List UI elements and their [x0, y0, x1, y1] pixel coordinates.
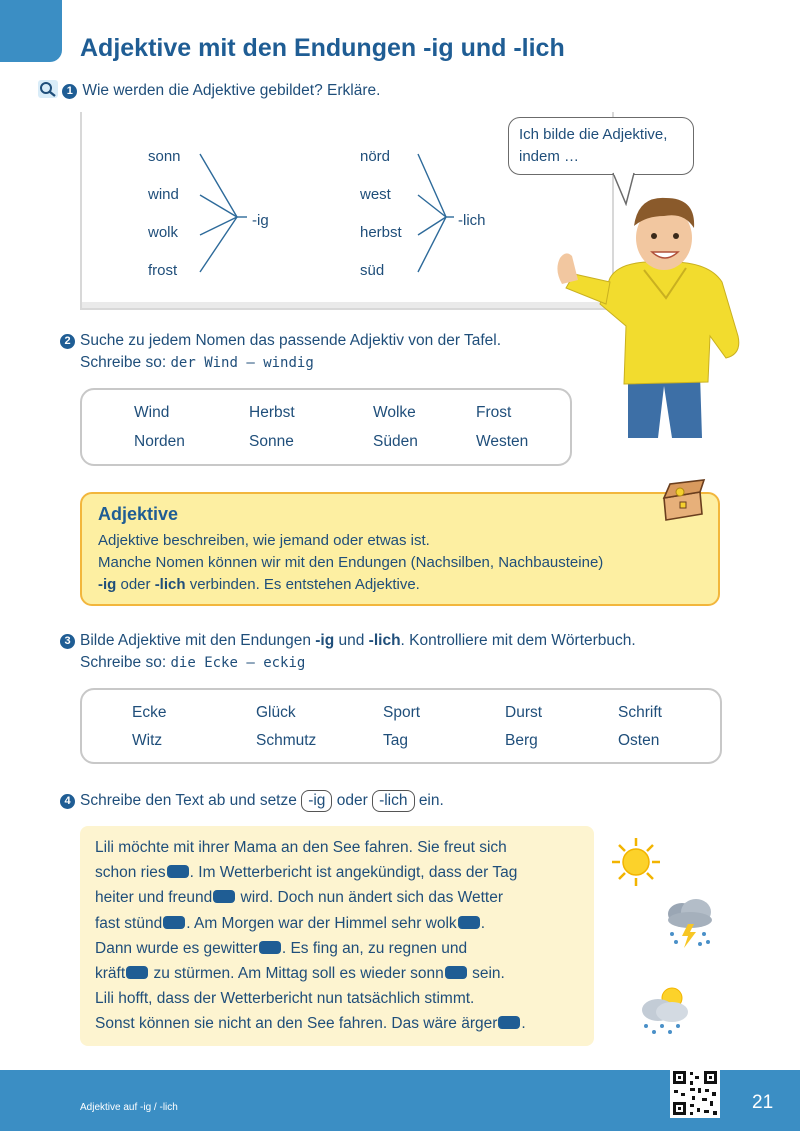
text-part: . Am Morgen war der Himmel sehr wolk — [186, 914, 457, 932]
noun-word: Norden — [134, 433, 185, 450]
info-text: oder — [116, 576, 155, 593]
suffix-ig: -ig — [252, 212, 269, 229]
noun-word: Osten — [618, 732, 660, 749]
suffix-lich: -lich — [368, 632, 401, 649]
example-text: die Ecke – eckig — [170, 655, 306, 671]
suffix-lich-pill: -lich — [372, 790, 414, 812]
text-line — [95, 835, 526, 860]
text-line — [95, 1011, 526, 1036]
suffix-ig: -ig — [98, 576, 117, 593]
info-box — [80, 492, 720, 606]
task-number: 1 — [62, 84, 77, 99]
word-stem: wind — [148, 186, 179, 203]
task-4-instruction — [60, 790, 444, 812]
example-prefix: Schreibe so: — [80, 354, 167, 371]
page-number: 21 — [752, 1092, 774, 1113]
text-part: . Es fing an, zu regnen und — [281, 939, 468, 957]
task-text: Suche zu jedem Nomen das passende Adjektiv von der Tafel. — [80, 332, 502, 349]
noun-word: Schmutz — [256, 732, 317, 749]
noun-word: Sport — [383, 704, 421, 721]
word-stem: nörd — [360, 148, 391, 165]
magnifier-icon — [38, 80, 58, 98]
noun-word: Süden — [373, 433, 418, 450]
qr-code-icon[interactable] — [670, 1068, 720, 1118]
text-part: . — [521, 1015, 526, 1033]
text-part: kräft — [95, 965, 126, 983]
task-2-instruction — [60, 332, 501, 350]
blank-gap — [213, 890, 235, 903]
noun-word: Sonne — [249, 433, 294, 450]
info-text: verbinden. Es entstehen Adjektive. — [185, 576, 420, 593]
word-stem: west — [360, 186, 391, 203]
corner-tab — [0, 0, 62, 62]
sun-icon — [610, 836, 662, 888]
info-line: Adjektive beschreiben, wie jemand oder etwas ist. — [98, 532, 430, 549]
noun-word: Glück — [256, 704, 296, 721]
blank-gap — [498, 1016, 520, 1029]
speech-bubble — [508, 117, 694, 175]
task-text: . Kontrolliere mit dem Wörterbuch. — [400, 632, 636, 649]
text-line — [95, 911, 526, 936]
word-stem: wolk — [148, 224, 179, 241]
noun-word: Frost — [476, 404, 512, 421]
task-text: Schreibe den Text ab und setze — [80, 792, 297, 809]
word-stem: süd — [360, 262, 385, 279]
word-stem: frost — [148, 262, 178, 279]
example-text: der Wind – windig — [170, 355, 314, 371]
word-stem: sonn — [148, 148, 181, 165]
bubble-line: Ich bilde die Adjektive, — [519, 126, 668, 143]
text-line — [95, 860, 526, 885]
task-number: 4 — [60, 794, 75, 809]
thunderstorm-icon — [660, 894, 718, 952]
text-part: . Im Wetterbericht ist angekündigt, dass der Tag — [189, 864, 518, 882]
text-part: Lili möchte mit ihrer Mama an den See fahren. Sie freut sich — [95, 839, 507, 856]
noun-word: Witz — [132, 732, 163, 749]
text-part: Sonst können sie nicht an den See fahren. Das wäre ärger — [95, 1015, 498, 1033]
noun-word: Ecke — [132, 704, 167, 721]
task-3-example — [80, 654, 305, 672]
word-box-task-3 — [80, 688, 722, 764]
noun-word: Durst — [505, 704, 543, 721]
noun-word: Tag — [383, 732, 408, 749]
text-part: Lili hofft, dass der Wetterbericht nun tatsächlich stimmt. — [95, 990, 475, 1008]
cloze-text-box — [80, 826, 594, 1046]
task-text: oder — [336, 792, 368, 809]
text-line — [95, 986, 526, 1011]
cloze-text — [95, 835, 526, 1037]
footer-text: Adjektive auf -ig / -lich — [80, 1102, 178, 1113]
bubble-line: indem … — [519, 148, 580, 165]
suffix-lich: -lich — [458, 212, 486, 229]
text-line — [95, 936, 526, 961]
task-text: Wie werden die Adjektive gebildet? Erkläre. — [82, 82, 381, 99]
sun-cloud-rain-icon — [634, 984, 694, 1040]
blank-gap — [445, 966, 467, 979]
blank-gap — [167, 865, 189, 878]
text-line — [95, 961, 526, 986]
text-part: Dann wurde es gewitter — [95, 939, 258, 957]
noun-word: Schrift — [618, 704, 662, 721]
text-line — [95, 885, 526, 910]
noun-word: Wolke — [373, 404, 416, 421]
info-line — [98, 576, 420, 593]
task-text: Bilde Adjektive mit den Endungen — [80, 632, 316, 649]
task-2-example — [80, 354, 314, 372]
word-stem: herbst — [360, 224, 402, 241]
task-number: 2 — [60, 334, 75, 349]
noun-word: Westen — [476, 433, 529, 450]
task-number: 3 — [60, 634, 75, 649]
blank-gap — [163, 916, 185, 929]
blank-gap — [458, 916, 480, 929]
suffix-ig: -ig — [315, 632, 335, 649]
text-part: heiter und freund — [95, 889, 213, 907]
task-text: und — [334, 632, 369, 649]
blank-gap — [126, 966, 148, 979]
info-heading: Adjektive — [98, 504, 179, 524]
text-part: sein. — [467, 965, 505, 983]
text-part: schon ries — [95, 864, 166, 882]
noun-word: Berg — [505, 732, 538, 749]
example-prefix: Schreibe so: — [80, 654, 167, 671]
task-3-instruction — [60, 632, 636, 650]
treasure-chest-icon — [660, 478, 706, 524]
noun-word: Herbst — [249, 404, 295, 421]
text-part: . — [480, 914, 485, 932]
task-1-instruction — [38, 80, 380, 100]
blank-gap — [259, 941, 281, 954]
word-box-task-2 — [80, 388, 572, 466]
page-title: Adjektive mit den Endungen -ig und -lich — [80, 34, 565, 62]
suffix-lich: -lich — [154, 576, 186, 593]
noun-word: Wind — [134, 404, 170, 421]
text-part: fast stünd — [95, 914, 163, 932]
task-text: ein. — [418, 792, 444, 809]
text-part: wird. Doch nun ändert sich das Wetter — [236, 889, 503, 907]
text-part: zu stürmen. Am Mittag soll es wieder sonn — [149, 965, 444, 983]
info-line: Manche Nomen können wir mit den Endungen (Nachsilben, Nachbausteine) — [98, 554, 604, 571]
suffix-ig-pill: -ig — [301, 790, 332, 812]
